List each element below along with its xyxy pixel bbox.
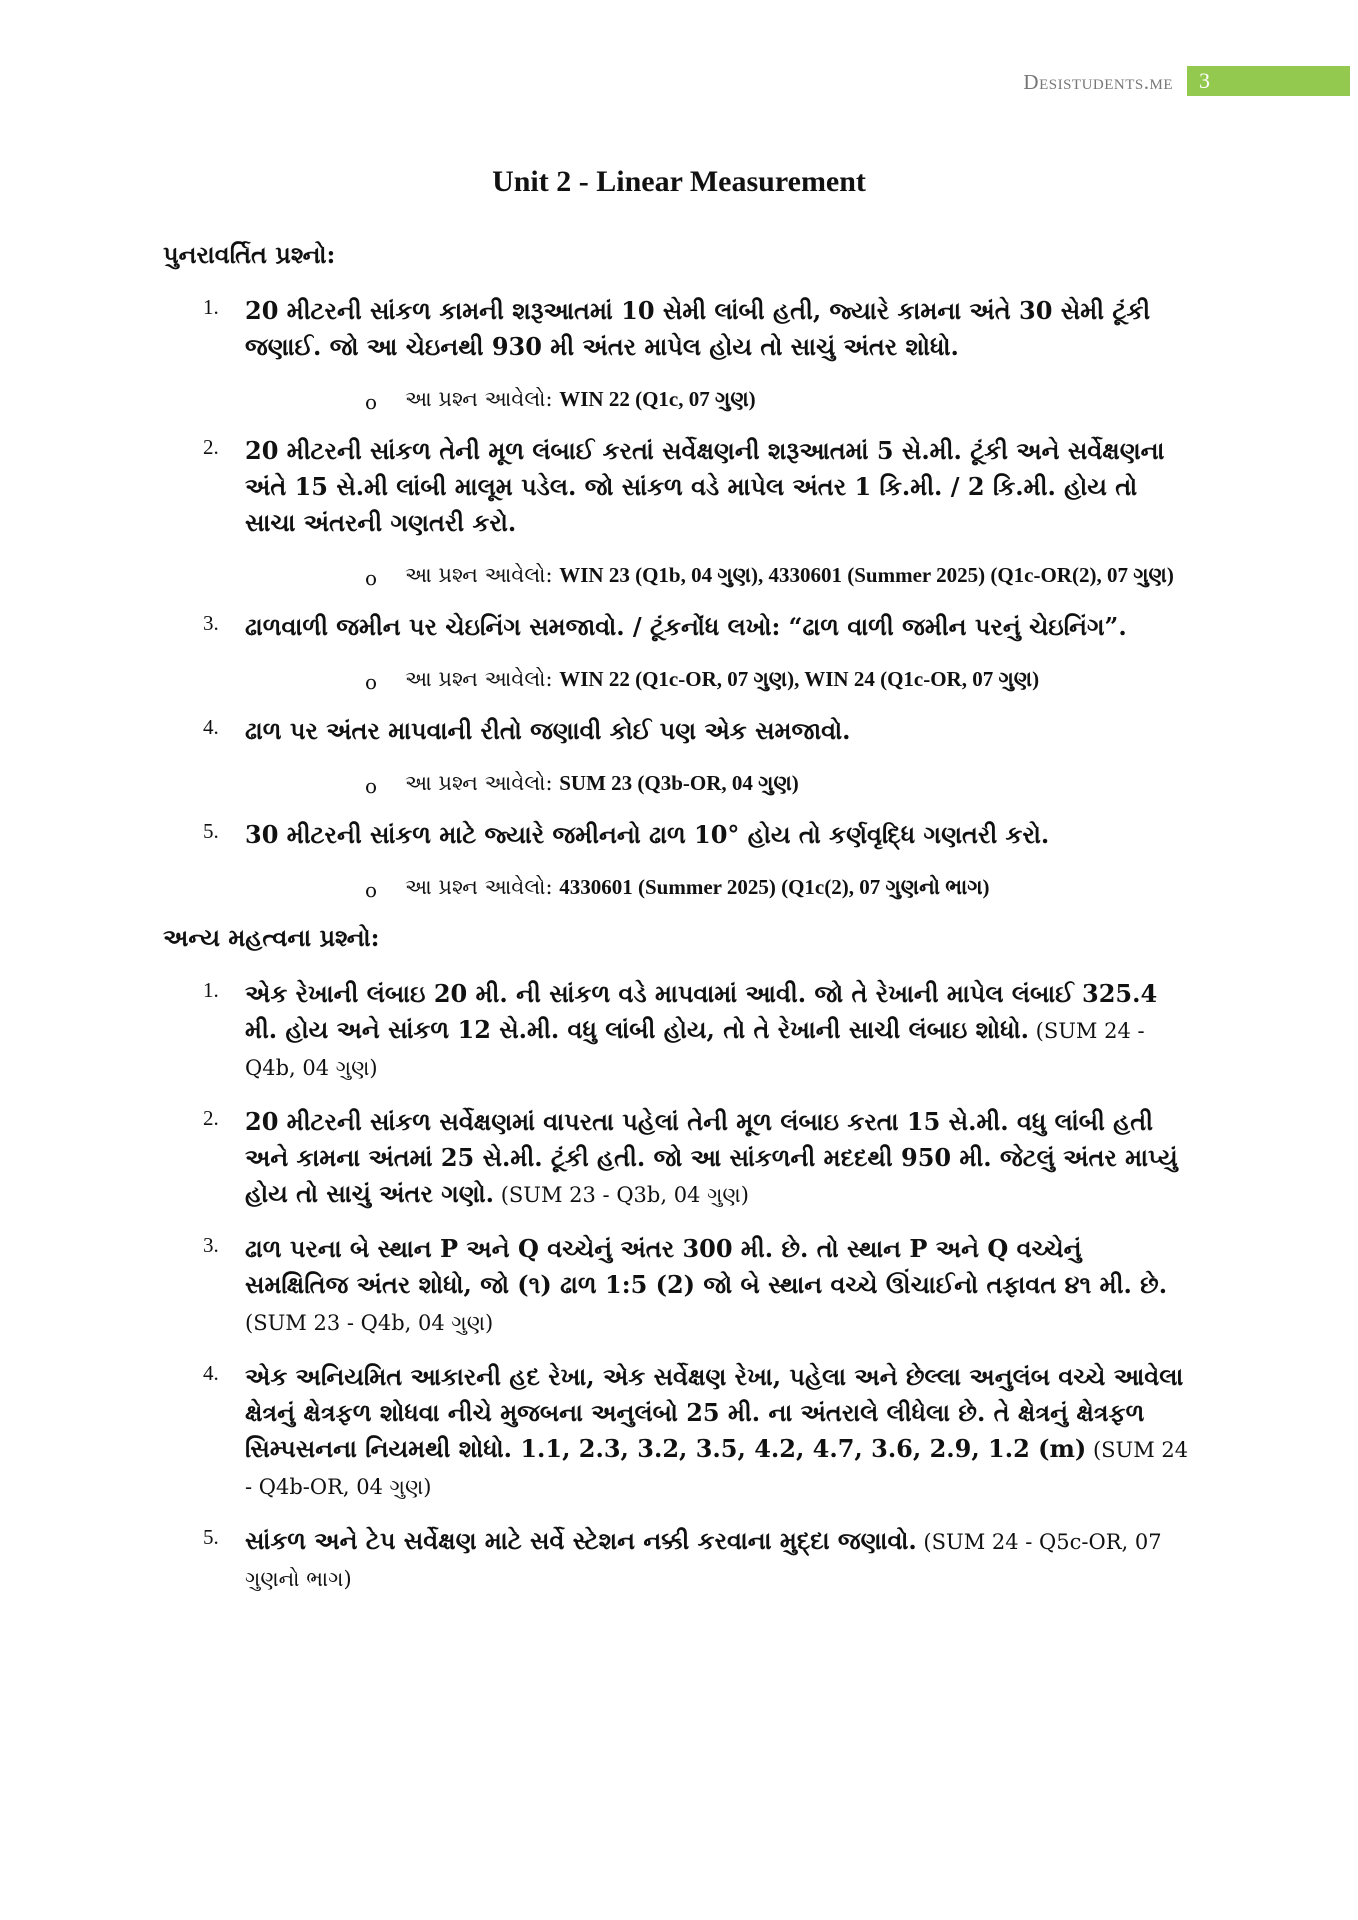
question-number: 1. <box>203 978 219 1002</box>
list-item <box>163 1359 1193 1505</box>
question-body: 20 મીટરની સાંકળ સર્વેક્ષણમાં વાપરતા પહેલાં તેની મૂળ લંબાઇ કરતા 15 સે.મી. વધુ લાંબી હતી અને કામના અંતમાં 25 સે.મી. ટૂંકી હતી. જો આ સાંકળની મદદથી 950 મી. જેટલું અંતર માપ્યું હોય તો સાચું અંતર ગણો. <box>245 1107 1178 1208</box>
appeared-note <box>245 871 1193 903</box>
list-item <box>163 1523 1193 1597</box>
list-item <box>163 293 1193 415</box>
question-reference: (SUM 24 - Q4b, 04 ગુણ) <box>245 1019 1145 1080</box>
circle-bullet-icon: o <box>365 774 378 798</box>
list-item <box>163 976 1193 1086</box>
appeared-label: આ પ્રશ્ન આવેલો: <box>405 875 560 899</box>
appeared-label: આ પ્રશ્ન આવેલો: <box>405 387 560 411</box>
appeared-note <box>245 663 1193 695</box>
repeated-questions-list <box>163 293 1193 903</box>
list-item <box>163 713 1193 799</box>
list-item <box>163 1104 1193 1213</box>
list-item <box>163 1231 1193 1341</box>
page-title: Unit 2 - Linear Measurement <box>492 165 866 198</box>
appeared-label: આ પ્રશ્ન આવેલો: <box>405 563 560 587</box>
question-number: 4. <box>203 1361 219 1385</box>
circle-bullet-icon: o <box>365 878 378 902</box>
appeared-label: આ પ્રશ્ન આવેલો: <box>405 771 560 795</box>
list-item <box>163 817 1193 903</box>
circle-bullet-icon: o <box>365 670 378 694</box>
question-text <box>245 1231 1193 1341</box>
other-questions-list <box>163 976 1193 1597</box>
appeared-note <box>245 383 1193 415</box>
appeared-value: 4330601 (Summer 2025) (Q1c(2), 07 ગુણનો ભાગ) <box>559 875 990 899</box>
question-reference: (SUM 23 - Q3b, 04 ગુણ) <box>494 1183 749 1207</box>
question-number: 2. <box>203 1106 219 1130</box>
appeared-note <box>245 767 1193 799</box>
question-text: 30 મીટરની સાંકળ માટે જ્યારે જમીનનો ઢાળ 10° હોય તો કર્ણવૃદ્ધિ ગણતરી કરો. <box>245 820 1050 849</box>
question-number: 5. <box>203 819 219 843</box>
question-number: 1. <box>203 295 219 319</box>
document-body <box>163 240 1193 1617</box>
circle-bullet-icon: o <box>365 390 378 414</box>
question-reference: (SUM 23 - Q4b, 04 ગુણ) <box>245 1311 494 1335</box>
question-text: ઢાળવાળી જમીન પર ચેઇનિંગ સમજાવો. / ટૂંકનોંધ લખો: “ઢાળ વાળી જમીન પરનું ચેઇનિંગ”. <box>245 612 1127 641</box>
page-number: 3 <box>1187 66 1350 96</box>
list-item <box>163 609 1193 695</box>
question-number: 4. <box>203 715 219 739</box>
question-reference: (SUM 24 - Q4b-OR, 04 ગુણ) <box>245 1438 1189 1499</box>
appeared-value: WIN 22 (Q1c, 07 ગુણ) <box>559 387 756 411</box>
appeared-note <box>245 559 1193 591</box>
question-number: 5. <box>203 1525 219 1549</box>
site-name: Desistudents.me <box>1023 70 1173 94</box>
page-header <box>1023 66 1350 96</box>
question-text <box>245 976 1193 1086</box>
question-text <box>245 1104 1193 1213</box>
question-number: 3. <box>203 1233 219 1257</box>
question-body: એક રેખાની લંબાઇ 20 મી. ની સાંકળ વડે માપવામાં આવી. જો તે રેખાની માપેલ લંબાઈ 325.4 મી. હોય અને સાંકળ 12 સે.મી. વધુ લાંબી હોય, તો તે રેખાની સાચી લંબાઇ શોધો. <box>245 979 1158 1044</box>
other-questions-heading: અન્ય મહત્વના પ્રશ્નો: <box>163 923 380 952</box>
question-text: 20 મીટરની સાંકળ કામની શરૂઆતમાં 10 સેમી લાંબી હતી, જ્યારે કામના અંતે 30 સેમી ટૂંકી જણાઈ. જો આ ચેઇનથી 930 મી અંતર માપેલ હોય તો સાચું અંતર શોધો. <box>245 296 1151 361</box>
circle-bullet-icon: o <box>365 566 378 590</box>
question-body: ઢાળ પરના બે સ્થાન P અને Q વચ્ચેનું અંતર 300 મી. છે. તો સ્થાન P અને Q વચ્ચેનું સમક્ષિતિજ અંતર શોધો, જો (૧) ઢાળ 1:5 (2) જો બે સ્થાન વચ્ચે ઊંચાઈનો તફાવત ૪૧ મી. છે. <box>245 1234 1168 1299</box>
repeated-questions-heading: પુનરાવર્તિત પ્રશ્નો: <box>163 240 336 269</box>
appeared-value: WIN 22 (Q1c-OR, 07 ગુણ), WIN 24 (Q1c-OR, 07 ગુણ) <box>559 667 1040 691</box>
question-text: 20 મીટરની સાંકળ તેની મૂળ લંબાઈ કરતાં સર્વેક્ષણની શરૂઆતમાં 5 સે.મી. ટૂંકી અને સર્વેક્ષણના અંતે 15 સે.મી લાંબી માલૂમ પડેલ. જો સાંકળ વડે માપેલ અંતર 1 કિ.મી. / 2 કિ.મી. હોય તો સાચા અંતરની ગણતરી કરો. <box>245 436 1165 537</box>
appeared-value: SUM 23 (Q3b-OR, 04 ગુણ) <box>559 771 799 795</box>
question-number: 3. <box>203 611 219 635</box>
appeared-label: આ પ્રશ્ન આવેલો: <box>405 667 560 691</box>
question-text <box>245 1359 1193 1505</box>
question-body: સાંકળ અને ટેપ સર્વેક્ષણ માટે સર્વે સ્ટેશન નક્કી કરવાના મુદ્દા જણાવો. <box>245 1526 917 1555</box>
question-text: ઢાળ પર અંતર માપવાની રીતો જણાવી કોઈ પણ એક સમજાવો. <box>245 716 851 745</box>
question-body: એક અનિયમિત આકારની હદ રેખા, એક સર્વેક્ષણ રેખા, પહેલા અને છેલ્લા અનુલંબ વચ્ચે આવેલા ક્ષેત્રનું ક્ષેત્રફળ શોધવા નીચે મુજબના અનુલંબો 25 મી. ના અંતરાલે લીધેલા છે. તે ક્ષેત્રનું ક્ષેત્રફળ સિમ્પસનના નિયમથી શોધો. 1.1, 2.3, 3.2, 3.5, 4.2, 4.7, 3.6, 2.9, 1.2 (m) <box>245 1362 1184 1463</box>
question-text <box>245 1523 1193 1597</box>
question-reference: (SUM 24 - Q5c-OR, 07 ગુણનો ભાગ) <box>245 1530 1162 1591</box>
list-item <box>163 433 1193 591</box>
appeared-value: WIN 23 (Q1b, 04 ગુણ), 4330601 (Summer 2025) (Q1c-OR(2), 07 ગુણ) <box>559 563 1174 587</box>
question-number: 2. <box>203 435 219 459</box>
